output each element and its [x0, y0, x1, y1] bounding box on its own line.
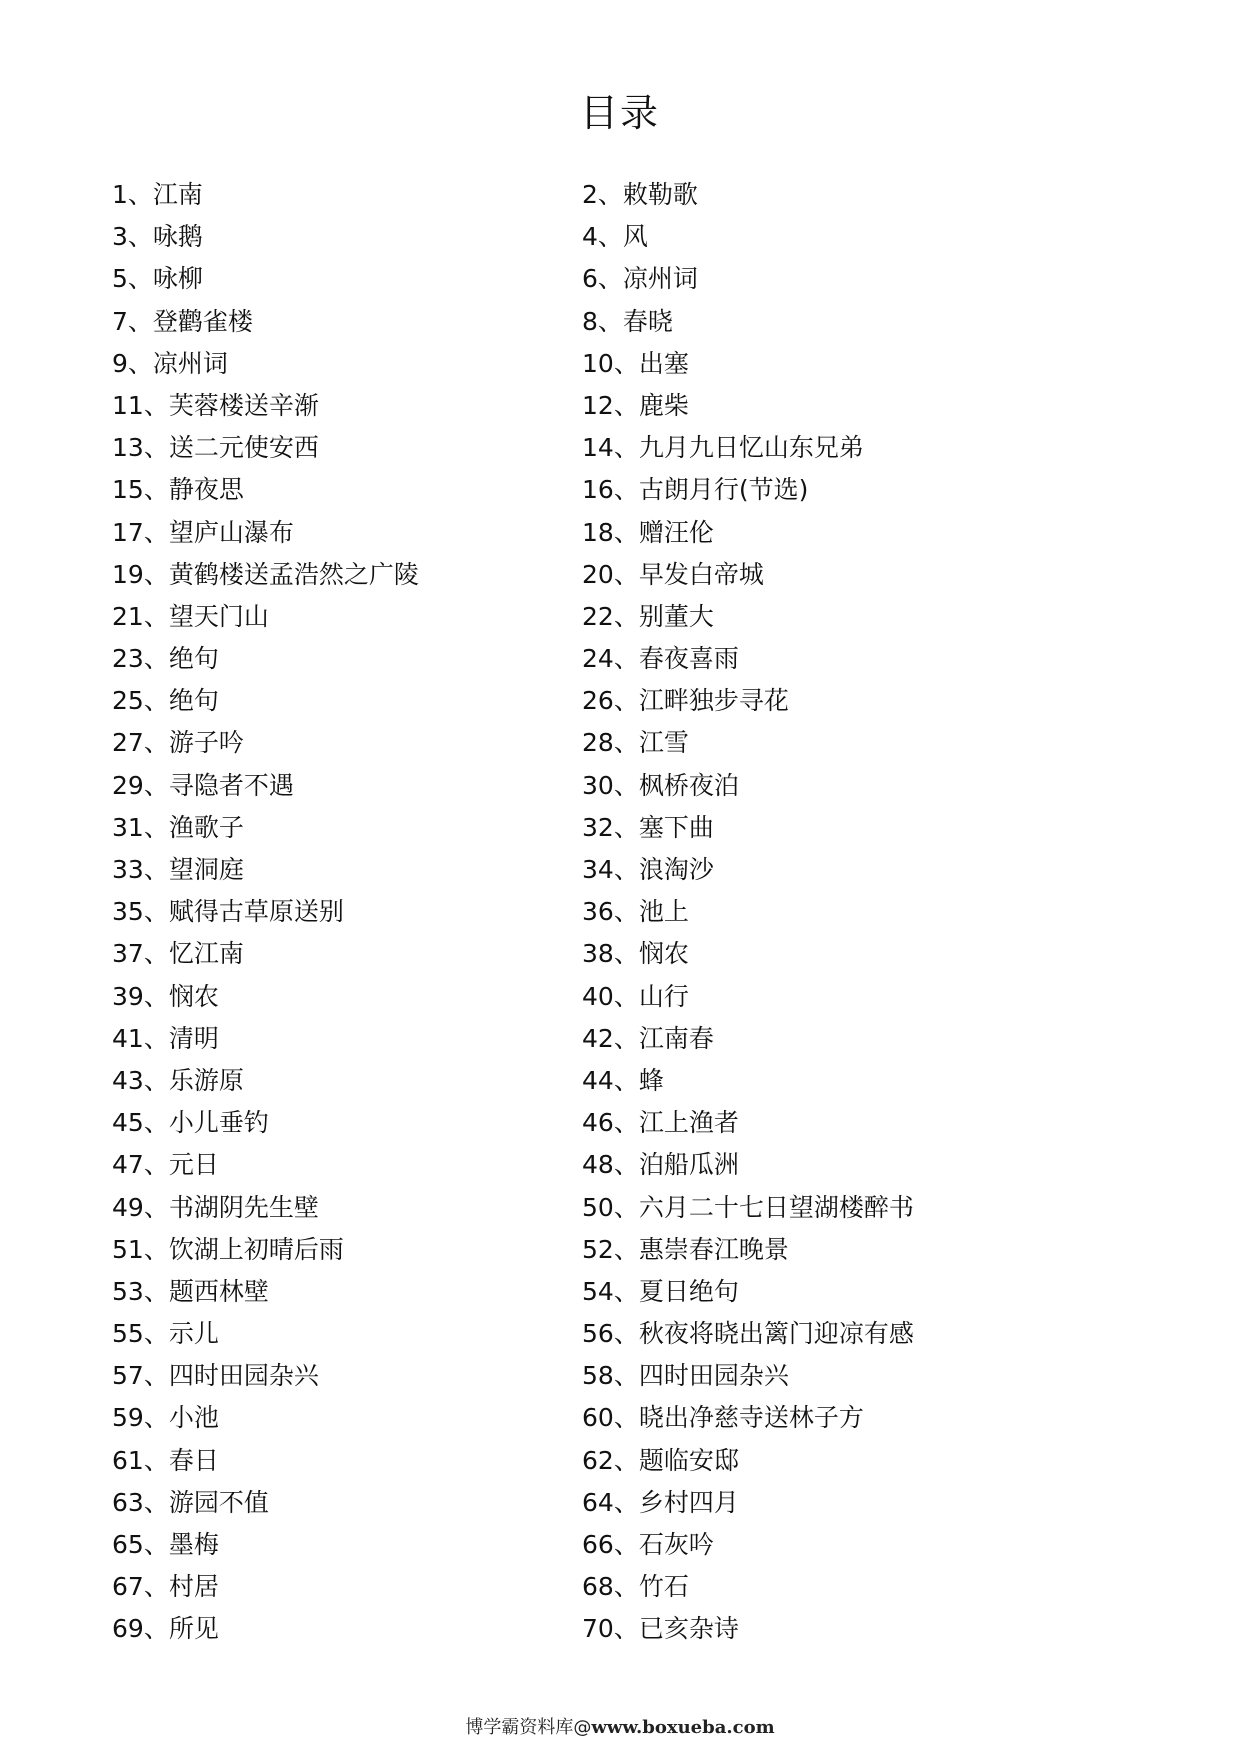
toc-entry — [582, 849, 1012, 891]
toc-entry-title: 江南春 — [638, 1023, 714, 1053]
toc-entry-separator: 、 — [613, 1023, 639, 1053]
toc-entry — [112, 976, 582, 1018]
toc-entry-number: 67 — [112, 1572, 144, 1602]
toc-entry-title: 江畔独步寻花 — [638, 686, 789, 716]
toc-entry-separator: 、 — [127, 222, 153, 252]
toc-entry-number: 13 — [112, 433, 144, 463]
toc-entry — [112, 1060, 582, 1102]
toc-entry-number: 61 — [112, 1445, 144, 1475]
toc-entry-number: 32 — [582, 812, 614, 842]
toc-entry — [582, 1313, 1012, 1355]
toc-entry-title: 示儿 — [168, 1319, 219, 1349]
toc-entry-separator: 、 — [613, 855, 639, 884]
toc-entry — [582, 1229, 1012, 1271]
toc-entry-separator: 、 — [143, 1445, 169, 1475]
toc-entry-number: 50 — [582, 1192, 614, 1222]
toc-entry-separator: 、 — [127, 306, 153, 336]
toc-entry-separator: 、 — [613, 770, 639, 800]
toc-entry — [112, 1397, 582, 1439]
toc-entry-separator: 、 — [597, 180, 623, 209]
toc-entry — [112, 343, 582, 385]
toc-entry-separator: 、 — [613, 1403, 639, 1433]
toc-entry — [582, 638, 1012, 680]
toc-entry — [582, 1102, 1012, 1144]
toc-entry-separator: 、 — [127, 348, 153, 378]
toc-entry — [582, 469, 1012, 511]
toc-entry-separator: 、 — [613, 981, 639, 1011]
toc-entry-title: 早发白帝城 — [638, 559, 764, 589]
toc-entry-number: 21 — [112, 601, 144, 631]
toc-entry-title: 书湖阴先生壁 — [168, 1192, 319, 1222]
toc-entry — [582, 807, 1012, 849]
toc-entry-number: 4 — [582, 222, 598, 252]
toc-entry-number: 56 — [582, 1319, 614, 1349]
toc-entry-number: 11 — [112, 390, 144, 420]
toc-entry-title: 静夜思 — [168, 475, 244, 505]
toc-entry-number: 68 — [582, 1572, 614, 1602]
toc-entry — [112, 638, 582, 680]
toc-entry — [112, 1018, 582, 1060]
toc-entry-title: 寻隐者不遇 — [168, 770, 294, 800]
toc-entry-number: 41 — [112, 1023, 144, 1053]
toc-entry-title: 风 — [622, 222, 648, 252]
toc-entry-title: 饮湖上初晴后雨 — [168, 1234, 344, 1264]
toc-entry-number: 26 — [582, 686, 614, 716]
toc-entry-number: 53 — [112, 1276, 144, 1306]
toc-entry-number: 16 — [582, 475, 614, 505]
toc-entry-number: 1 — [112, 180, 128, 209]
toc-entry-number: 19 — [112, 559, 144, 589]
toc-entry — [582, 976, 1012, 1018]
toc-entry-title: 芙蓉楼送辛渐 — [168, 390, 319, 420]
toc-entry-number: 29 — [112, 770, 144, 800]
toc-entry-separator: 、 — [143, 1614, 169, 1644]
toc-entry-separator: 、 — [143, 981, 169, 1011]
toc-entry-separator: 、 — [613, 601, 639, 631]
toc-entry-number: 60 — [582, 1403, 614, 1433]
toc-entry-separator: 、 — [613, 1150, 639, 1180]
toc-entry-title: 游子吟 — [168, 728, 244, 758]
toc-entry-separator: 、 — [143, 1234, 169, 1264]
toc-entry-separator: 、 — [143, 939, 169, 969]
toc-entry-number: 2 — [582, 180, 598, 209]
toc-entry — [582, 1440, 1012, 1482]
toc-entry — [582, 1566, 1012, 1608]
toc-entry-title: 望庐山瀑布 — [168, 517, 294, 547]
toc-entry-title: 小池 — [168, 1403, 219, 1433]
toc-entry-separator: 、 — [597, 264, 623, 294]
toc-entry-separator: 、 — [127, 264, 153, 294]
toc-entry-title: 敕勒歌 — [622, 180, 698, 209]
toc-entry-separator: 、 — [143, 1487, 169, 1517]
toc-entry — [582, 1482, 1012, 1524]
toc-entry-number: 6 — [582, 264, 598, 294]
toc-entry-separator: 、 — [143, 390, 169, 420]
toc-entry-separator: 、 — [613, 517, 639, 547]
toc-entry-title: 晓出净慈寺送林子方 — [638, 1403, 864, 1433]
toc-entry-number: 12 — [582, 390, 614, 420]
toc-entry-separator: 、 — [613, 1445, 639, 1475]
toc-entry-title: 绝句 — [168, 644, 219, 674]
toc-entry-number: 30 — [582, 770, 614, 800]
toc-entry-separator: 、 — [143, 559, 169, 589]
toc-entry-number: 58 — [582, 1361, 614, 1391]
toc-entry-separator: 、 — [143, 601, 169, 631]
toc-entry-separator: 、 — [143, 517, 169, 547]
toc-entry-number: 5 — [112, 264, 128, 294]
toc-entry-number: 40 — [582, 981, 614, 1011]
toc-entry-title: 鹿柴 — [638, 390, 689, 420]
toc-entry — [112, 849, 582, 891]
toc-entry-title: 古朗月行(节选) — [638, 475, 809, 505]
toc-entry — [582, 1144, 1012, 1186]
toc-entry-title: 送二元使安西 — [168, 433, 319, 463]
toc-entry-separator: 、 — [143, 1276, 169, 1306]
toc-entry — [112, 680, 582, 722]
toc-entry-separator: 、 — [143, 1023, 169, 1053]
toc-entry-separator: 、 — [613, 1487, 639, 1517]
toc-entry — [112, 1355, 582, 1397]
toc-entry-title: 登鹳雀楼 — [152, 306, 253, 336]
toc-entry — [112, 933, 582, 975]
toc-entry-title: 清明 — [168, 1023, 219, 1053]
toc-entry-number: 17 — [112, 517, 144, 547]
table-of-contents — [112, 174, 1012, 1651]
toc-entry-title: 忆江南 — [168, 939, 244, 969]
toc-entry — [582, 554, 1012, 596]
toc-entry — [112, 1440, 582, 1482]
toc-entry-number: 43 — [112, 1065, 144, 1095]
toc-entry-title: 江雪 — [638, 728, 689, 758]
toc-entry-separator: 、 — [613, 1572, 639, 1602]
toc-entry-separator: 、 — [597, 222, 623, 252]
toc-entry — [112, 301, 582, 343]
toc-entry-number: 42 — [582, 1023, 614, 1053]
toc-entry-title: 浪淘沙 — [638, 855, 714, 884]
toc-entry-separator: 、 — [143, 1108, 169, 1138]
toc-entry — [582, 512, 1012, 554]
toc-entry-separator: 、 — [597, 306, 623, 336]
toc-entry — [582, 385, 1012, 427]
toc-entry-title: 凉州词 — [622, 264, 698, 294]
toc-entry — [582, 216, 1012, 258]
toc-entry — [112, 216, 582, 258]
footer-site-url: www.boxueba.com — [591, 1717, 775, 1738]
toc-entry — [582, 596, 1012, 638]
toc-entry-separator: 、 — [613, 1192, 639, 1222]
toc-entry — [112, 1102, 582, 1144]
toc-entry-title: 四时田园杂兴 — [168, 1361, 319, 1391]
toc-entry-title: 咏柳 — [152, 264, 203, 294]
toc-entry-separator: 、 — [613, 939, 639, 969]
toc-entry-number: 57 — [112, 1361, 144, 1391]
toc-entry-title: 黄鹤楼送孟浩然之广陵 — [168, 559, 419, 589]
toc-entry-number: 45 — [112, 1108, 144, 1138]
toc-entry-number: 7 — [112, 306, 128, 336]
toc-entry — [582, 1397, 1012, 1439]
toc-entry — [112, 512, 582, 554]
toc-entry-title: 枫桥夜泊 — [638, 770, 739, 800]
toc-entry-title: 题临安邸 — [638, 1445, 739, 1475]
toc-entry — [112, 258, 582, 300]
toc-entry-separator: 、 — [613, 1108, 639, 1138]
toc-entry — [112, 1187, 582, 1229]
toc-entry-title: 蜂 — [638, 1065, 664, 1095]
toc-entry-separator: 、 — [613, 812, 639, 842]
toc-entry-number: 70 — [582, 1614, 614, 1644]
toc-entry-separator: 、 — [143, 1361, 169, 1391]
toc-entry-title: 游园不值 — [168, 1487, 269, 1517]
toc-entry-separator: 、 — [613, 1234, 639, 1264]
toc-entry-number: 22 — [582, 601, 614, 631]
toc-entry-separator: 、 — [143, 475, 169, 505]
toc-entry-title: 秋夜将晓出篱门迎凉有感 — [638, 1319, 914, 1349]
toc-entry-number: 55 — [112, 1319, 144, 1349]
toc-entry-title: 墨梅 — [168, 1530, 219, 1559]
toc-entry — [582, 301, 1012, 343]
toc-entry — [112, 1482, 582, 1524]
toc-entry-title: 所见 — [168, 1614, 219, 1644]
toc-entry-title: 望洞庭 — [168, 855, 244, 884]
toc-entry-separator: 、 — [613, 348, 639, 378]
toc-entry-separator: 、 — [613, 686, 639, 716]
toc-entry-number: 18 — [582, 517, 614, 547]
toc-entry-number: 47 — [112, 1150, 144, 1180]
toc-entry — [112, 1271, 582, 1313]
toc-entry-title: 村居 — [168, 1572, 219, 1602]
toc-entry-separator: 、 — [613, 1319, 639, 1349]
toc-entry-title: 四时田园杂兴 — [638, 1361, 789, 1391]
toc-entry — [112, 1524, 582, 1566]
toc-entry-number: 25 — [112, 686, 144, 716]
toc-entry — [112, 722, 582, 764]
toc-entry-number: 62 — [582, 1445, 614, 1475]
toc-entry-separator: 、 — [143, 1192, 169, 1222]
toc-entry-number: 49 — [112, 1192, 144, 1222]
footer-brand: 博学霸资料库@ — [465, 1717, 592, 1738]
toc-entry-title: 江南 — [152, 180, 203, 209]
toc-entry-title: 咏鹅 — [152, 222, 203, 252]
toc-entry-separator: 、 — [143, 1319, 169, 1349]
toc-entry-title: 石灰吟 — [638, 1530, 714, 1559]
toc-entry-title: 池上 — [638, 897, 689, 927]
toc-entry-separator: 、 — [613, 897, 639, 927]
toc-entry — [582, 891, 1012, 933]
toc-entry — [112, 596, 582, 638]
toc-entry-number: 52 — [582, 1234, 614, 1264]
toc-entry-title: 夏日绝句 — [638, 1276, 739, 1306]
toc-entry-separator: 、 — [613, 1530, 639, 1559]
toc-entry-title: 出塞 — [638, 348, 689, 378]
toc-entry-separator: 、 — [143, 1572, 169, 1602]
toc-entry-title: 小儿垂钓 — [168, 1108, 269, 1138]
toc-entry — [112, 1313, 582, 1355]
toc-entry-title: 悯农 — [168, 981, 219, 1011]
toc-entry-number: 63 — [112, 1487, 144, 1517]
toc-entry-number: 38 — [582, 939, 614, 969]
toc-entry — [112, 1144, 582, 1186]
toc-entry-number: 59 — [112, 1403, 144, 1433]
toc-entry-title: 惠崇春江晚景 — [638, 1234, 789, 1264]
toc-entry-title: 别董大 — [638, 601, 714, 631]
toc-entry — [582, 680, 1012, 722]
toc-entry-separator: 、 — [143, 728, 169, 758]
toc-entry-number: 14 — [582, 433, 614, 463]
toc-entry-number: 23 — [112, 644, 144, 674]
toc-entry — [582, 427, 1012, 469]
toc-entry-separator: 、 — [613, 1614, 639, 1644]
toc-entry-separator: 、 — [143, 897, 169, 927]
toc-entry — [112, 891, 582, 933]
toc-entry — [112, 174, 582, 216]
toc-entry-title: 九月九日忆山东兄弟 — [638, 433, 864, 463]
toc-entry — [582, 1060, 1012, 1102]
toc-entry-separator: 、 — [613, 1065, 639, 1095]
toc-entry-separator: 、 — [613, 1276, 639, 1306]
toc-entry-title: 凉州词 — [152, 348, 228, 378]
toc-entry — [582, 258, 1012, 300]
toc-entry — [582, 1524, 1012, 1566]
toc-entry-separator: 、 — [613, 644, 639, 674]
toc-entry — [582, 1018, 1012, 1060]
toc-entry-title: 春夜喜雨 — [638, 644, 739, 674]
toc-entry — [112, 807, 582, 849]
toc-entry-separator: 、 — [143, 1530, 169, 1559]
toc-entry — [582, 765, 1012, 807]
toc-entry-number: 51 — [112, 1234, 144, 1264]
toc-entry-title: 赋得古草原送别 — [168, 897, 344, 927]
toc-entry-number: 24 — [582, 644, 614, 674]
toc-entry-separator: 、 — [143, 644, 169, 674]
toc-entry-number: 39 — [112, 981, 144, 1011]
toc-entry-number: 64 — [582, 1487, 614, 1517]
toc-entry-separator: 、 — [143, 433, 169, 463]
toc-entry-number: 33 — [112, 855, 144, 884]
toc-entry-separator: 、 — [143, 1065, 169, 1095]
toc-entry-number: 27 — [112, 728, 144, 758]
toc-entry — [582, 1187, 1012, 1229]
toc-entry-number: 66 — [582, 1530, 614, 1559]
toc-entry-title: 竹石 — [638, 1572, 689, 1602]
toc-entry — [582, 933, 1012, 975]
toc-entry-number: 8 — [582, 306, 598, 336]
toc-entry-title: 山行 — [638, 981, 689, 1011]
toc-entry-separator: 、 — [613, 728, 639, 758]
toc-entry-title: 江上渔者 — [638, 1108, 739, 1138]
toc-entry-separator: 、 — [143, 812, 169, 842]
toc-entry-number: 37 — [112, 939, 144, 969]
toc-entry-number: 35 — [112, 897, 144, 927]
toc-entry — [582, 174, 1012, 216]
toc-entry — [112, 385, 582, 427]
toc-entry — [112, 427, 582, 469]
toc-entry-separator: 、 — [613, 433, 639, 463]
toc-entry-number: 20 — [582, 559, 614, 589]
toc-entry-separator: 、 — [613, 475, 639, 505]
toc-entry-separator: 、 — [143, 1403, 169, 1433]
toc-entry-number: 28 — [582, 728, 614, 758]
toc-entry — [582, 722, 1012, 764]
toc-entry-separator: 、 — [143, 686, 169, 716]
toc-entry — [112, 1566, 582, 1608]
toc-entry-number: 46 — [582, 1108, 614, 1138]
toc-entry-number: 69 — [112, 1614, 144, 1644]
toc-entry-number: 34 — [582, 855, 614, 884]
toc-entry-title: 绝句 — [168, 686, 219, 716]
toc-entry — [582, 1355, 1012, 1397]
toc-entry-number: 44 — [582, 1065, 614, 1095]
toc-entry-number: 54 — [582, 1276, 614, 1306]
toc-entry-separator: 、 — [613, 559, 639, 589]
toc-entry-number: 48 — [582, 1150, 614, 1180]
toc-entry-title: 乐游原 — [168, 1065, 244, 1095]
toc-entry-separator: 、 — [143, 855, 169, 884]
toc-entry-number: 15 — [112, 475, 144, 505]
toc-entry-title: 春晓 — [622, 306, 673, 336]
toc-entry-number: 31 — [112, 812, 144, 842]
toc-entry-title: 六月二十七日望湖楼醉书 — [638, 1192, 914, 1222]
toc-entry-title: 题西林壁 — [168, 1276, 269, 1306]
toc-entry — [582, 1608, 1012, 1650]
page-title: 目录 — [579, 91, 660, 135]
toc-entry-title: 春日 — [168, 1445, 219, 1475]
toc-entry — [112, 554, 582, 596]
toc-entry — [112, 469, 582, 511]
toc-entry-separator: 、 — [613, 390, 639, 420]
toc-entry-title: 泊船瓜洲 — [638, 1150, 739, 1180]
toc-entry-title: 望天门山 — [168, 601, 269, 631]
toc-entry — [582, 1271, 1012, 1313]
toc-entry-title: 元日 — [168, 1150, 219, 1180]
toc-entry-separator: 、 — [143, 1150, 169, 1180]
toc-entry-number: 36 — [582, 897, 614, 927]
toc-entry-title: 已亥杂诗 — [638, 1614, 739, 1644]
toc-entry-number: 9 — [112, 348, 128, 378]
toc-entry-number: 10 — [582, 348, 614, 378]
toc-entry — [112, 1229, 582, 1271]
toc-entry-separator: 、 — [613, 1361, 639, 1391]
toc-entry — [112, 765, 582, 807]
toc-entry-separator: 、 — [143, 770, 169, 800]
toc-entry-title: 赠汪伦 — [638, 517, 714, 547]
toc-entry-title: 悯农 — [638, 939, 689, 969]
toc-entry-number: 65 — [112, 1530, 144, 1559]
toc-entry-title: 乡村四月 — [638, 1487, 739, 1517]
toc-entry-separator: 、 — [127, 180, 153, 209]
toc-entry-title: 渔歌子 — [168, 812, 244, 842]
toc-entry-title: 塞下曲 — [638, 812, 714, 842]
toc-entry-number: 3 — [112, 222, 128, 252]
page-footer — [0, 1716, 1240, 1740]
toc-entry — [582, 343, 1012, 385]
toc-entry — [112, 1608, 582, 1650]
